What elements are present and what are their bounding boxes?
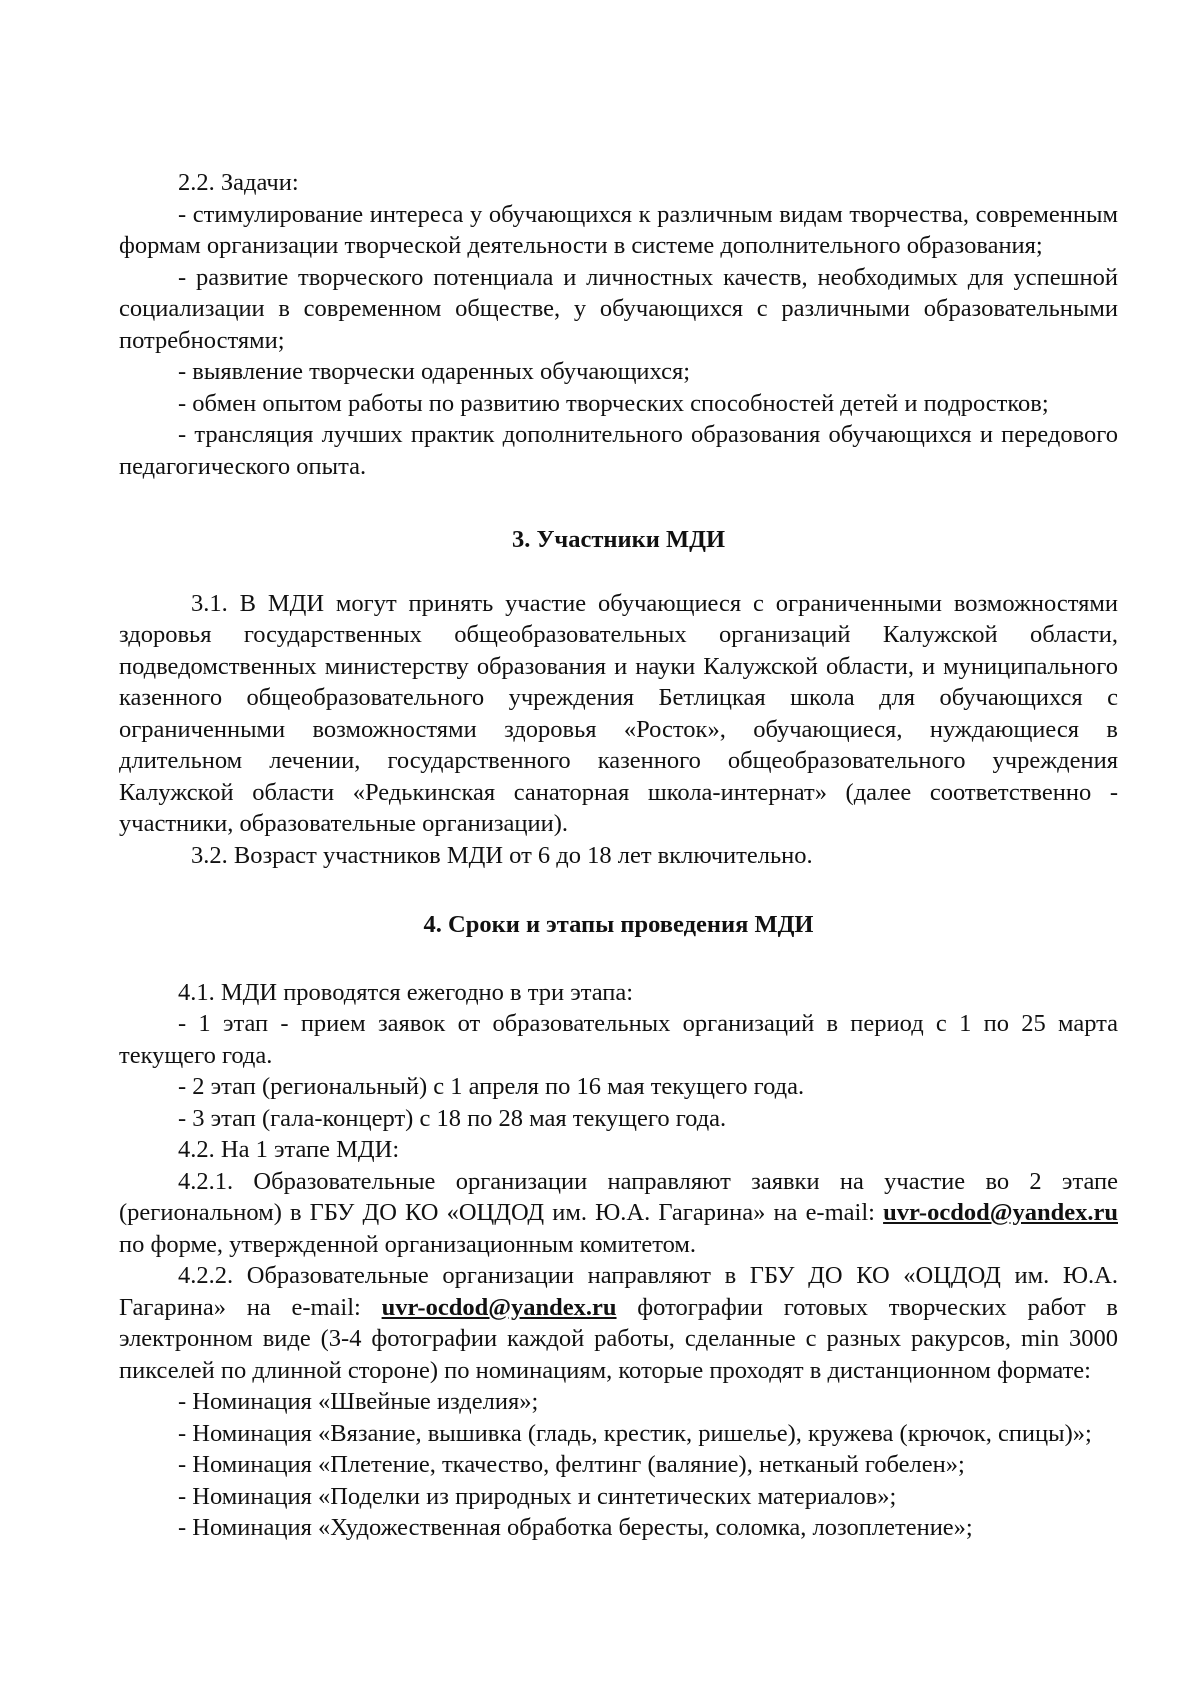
clause-4-2: 4.2. На 1 этапе МДИ:	[178, 1136, 400, 1163]
section-4-title: 4. Сроки и этапы проведения МДИ	[423, 911, 814, 938]
task-item: - трансляция лучших практик дополнительного образования обучающихся и передового педагогического опыта.	[119, 421, 1118, 480]
task-item: - выявление творчески одаренных обучающихся;	[178, 358, 691, 385]
clause-4-2-2-tail: фотографии готовых творческих работ в электронном виде (3-4 фотографии каждой работы, сделанные с разных ракурсов, min 3000 пикселей по длинной стороне) по номинациям, которые проходят в дистанционном формате:	[119, 1293, 1119, 1384]
task-item: - развитие творческого потенциала и личностных качеств, необходимых для успешной социализации в современном обществе, у обучающихся с различными образовательными потребностями;	[119, 263, 1118, 354]
clause-4-2-1	[119, 1166, 1118, 1261]
stage-item: - 2 этап (региональный) с 1 апреля по 16 мая текущего года.	[178, 1073, 805, 1100]
tasks-heading: 2.2. Задачи:	[178, 169, 299, 196]
task-item: - обмен опытом работы по развитию творческих способностей детей и подростков;	[178, 389, 1049, 417]
section-3-title: 3. Участники МДИ	[511, 526, 726, 553]
task-item: - стимулирование интереса у обучающихся к различным видам творчества, современным формам организации творческой деятельности в системе дополнительного образования;	[119, 200, 1118, 259]
clause-4-2-1-tail: по форме, утвержденной организационным комитетом.	[119, 1230, 697, 1258]
clause-3-2: 3.2. Возраст участников МДИ от 6 до 18 лет включительно.	[191, 841, 813, 869]
nomination-item: - Номинация «Художественная обработка бересты, соломка, лозоплетение»;	[178, 1514, 973, 1541]
nomination-item: - Номинация «Поделки из природных и синтетических материалов»;	[178, 1482, 897, 1510]
clause-4-2-2	[119, 1260, 1118, 1386]
clause-3-1: 3.1. В МДИ могут принять участие обучающиеся с ограниченными возможностями здоровья государственных общеобразовательных организаций Калужской области, подведомственных министерству образования и науки Калужской области, и муниципального казенного общеобразовательного учреждения Бетлицкая школа для обучающихся с ограниченными возможностями здоровья «Росток», обучающиеся, нуждающиеся в длительном лечении, государственного казенного общеобразовательного учреждения Калужской области «Редькинская санаторная школа-интернат» (далее соответственно - участники, образовательные организации).	[119, 589, 1118, 837]
clause-4-2-2-text: 4.2.2. Образовательные организации направляют в ГБУ ДО КО «ОЦДОД им. Ю.А. Гагарина» на e-mail:	[119, 1262, 1118, 1321]
nomination-item: - Номинация «Швейные изделия»;	[178, 1388, 539, 1415]
email-link[interactable]: uvr-ocdod@yandex.ru	[381, 1293, 617, 1321]
clause-4-2-1-text: 4.2.1. Образовательные организации направляют заявки на участие во 2 этапе (региональном) в ГБУ ДО КО «ОЦДОД им. Ю.А. Гагарина» на e-mail:	[119, 1167, 1118, 1226]
email-link[interactable]: uvr-ocdod@yandex.ru	[883, 1199, 1118, 1226]
document-body	[119, 167, 1118, 1544]
nomination-item: - Номинация «Вязание, вышивка (гладь, крестик, ришелье), кружева (крючок, спицы)»;	[178, 1419, 1092, 1447]
clause-4-1: 4.1. МДИ проводятся ежегодно в три этапа:	[178, 978, 634, 1006]
nomination-item: - Номинация «Плетение, ткачество, фелтинг (валяние), нетканый гобелен»;	[178, 1451, 965, 1478]
stage-item: - 1 этап - прием заявок от образовательных организаций в период с 1 по 25 марта текущего года.	[119, 1010, 1118, 1069]
stage-item: - 3 этап (гала-концерт) с 18 по 28 мая текущего года.	[178, 1104, 727, 1132]
